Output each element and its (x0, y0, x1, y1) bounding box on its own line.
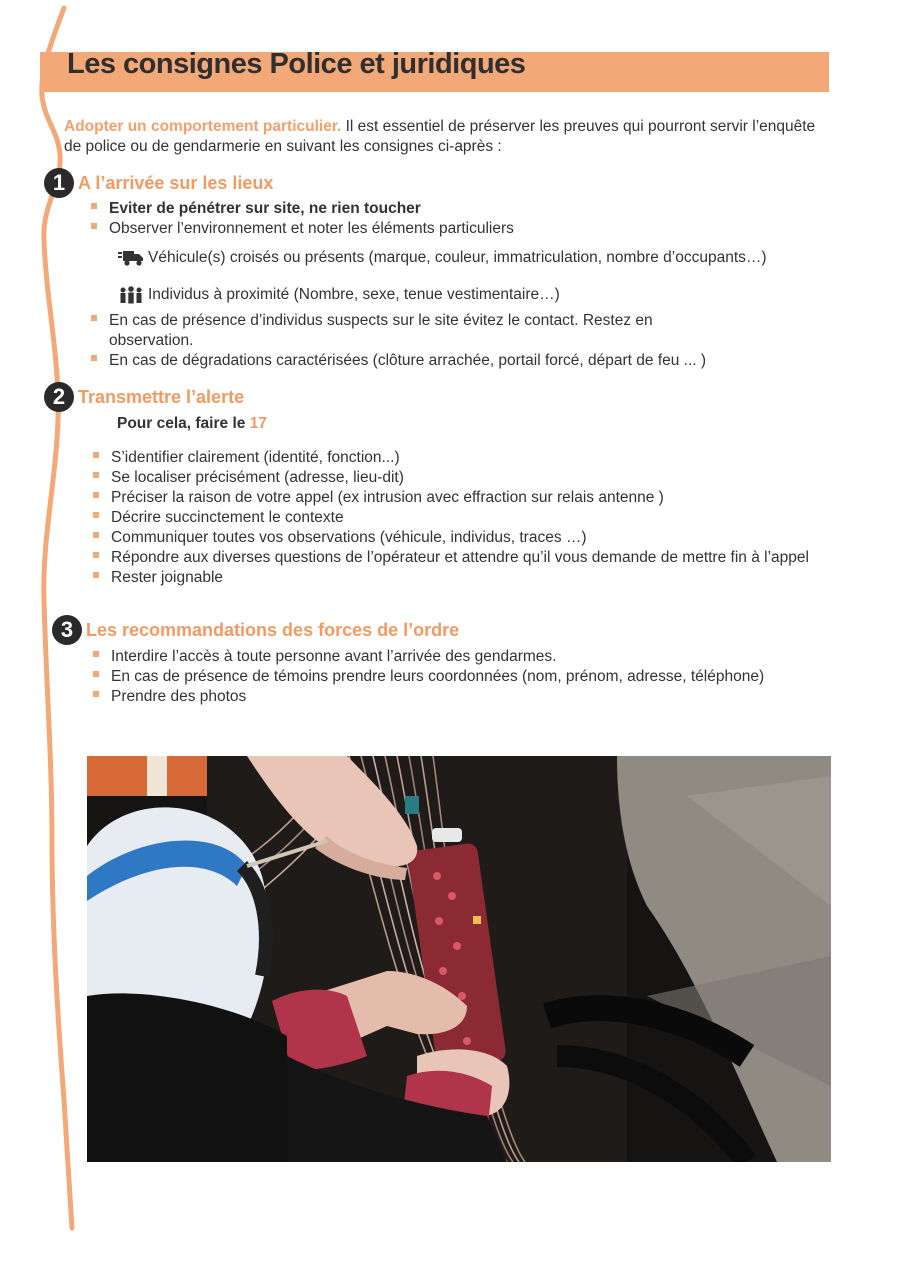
section-3-heading (52, 615, 459, 645)
cable-work-photo (87, 756, 831, 1162)
list-item: Interdire l’accès à toute personne avant l’arrivée des gendarmes. (92, 647, 832, 667)
section-number-badge: 1 (44, 168, 74, 198)
call-prefix: Pour cela, faire le (117, 415, 250, 432)
individuals-note (118, 286, 560, 304)
emergency-number: 17 (249, 415, 267, 432)
section-2-heading (44, 382, 244, 412)
list-item: En cas de dégradations caractérisées (clôture arrachée, portail forcé, départ de feu ... ) (90, 351, 849, 371)
list-item: Décrire succinctement le contexte (92, 508, 832, 528)
section-number-badge: 3 (52, 615, 82, 645)
section-3-list (92, 647, 832, 707)
intro-paragraph (64, 117, 834, 157)
list-item: Rester joignable (92, 568, 832, 588)
list-item: S’identifier clairement (identité, fonction...) (92, 448, 832, 468)
section-title: Les recommandations des forces de l’ordre (86, 619, 460, 640)
truck-icon (118, 249, 144, 267)
list-item: En cas de présence de témoins prendre leurs coordonnées (nom, prénom, adresse, téléphone) (92, 667, 832, 687)
section-1-list-after (90, 311, 710, 371)
list-item: Communiquer toutes vos observations (véhicule, individus, traces …) (92, 528, 832, 548)
list-item: En cas de présence d’individus suspects sur le site évitez le contact. Restez en observation. (90, 311, 710, 351)
list-item: Prendre des photos (92, 687, 832, 707)
list-item: Eviter de pénétrer sur site, ne rien toucher (90, 199, 830, 219)
intro-text: Il est essentiel de préserver les preuves qui pourront servir l’enquête de police ou de gendarmerie en suivant les consignes ci-après : (64, 118, 816, 155)
list-item: Répondre aux diverses questions de l’opérateur et attendre qu’il vous demande de mettre fin à l’appel (92, 548, 832, 568)
sub-item-text: Individus à proximité (Nombre, sexe, tenue vestimentaire…) (148, 286, 560, 303)
section-title: Transmettre l’alerte (78, 386, 245, 407)
list-item: Se localiser précisément (adresse, lieu-dit) (92, 468, 832, 488)
intro-lead: Adopter un comportement particulier. (64, 118, 342, 135)
section-number-badge: 2 (44, 382, 74, 412)
call-instruction (117, 415, 267, 433)
section-title: A l’arrivée sur les lieux (78, 172, 274, 193)
vehicle-note (118, 249, 767, 267)
list-item: Observer l’environnement et noter les éléments particuliers (90, 219, 830, 239)
section-2-list (92, 448, 832, 588)
section-1-list (90, 199, 830, 239)
list-item: Préciser la raison de votre appel (ex intrusion avec effraction sur relais antenne ) (92, 488, 832, 508)
section-1-heading (44, 168, 273, 198)
sub-item-text: Véhicule(s) croisés ou présents (marque, couleur, immatriculation, nombre d’occupants…) (148, 249, 767, 266)
people-group-icon (118, 286, 144, 304)
page-title: Les consignes Police et juridiques (67, 48, 526, 80)
